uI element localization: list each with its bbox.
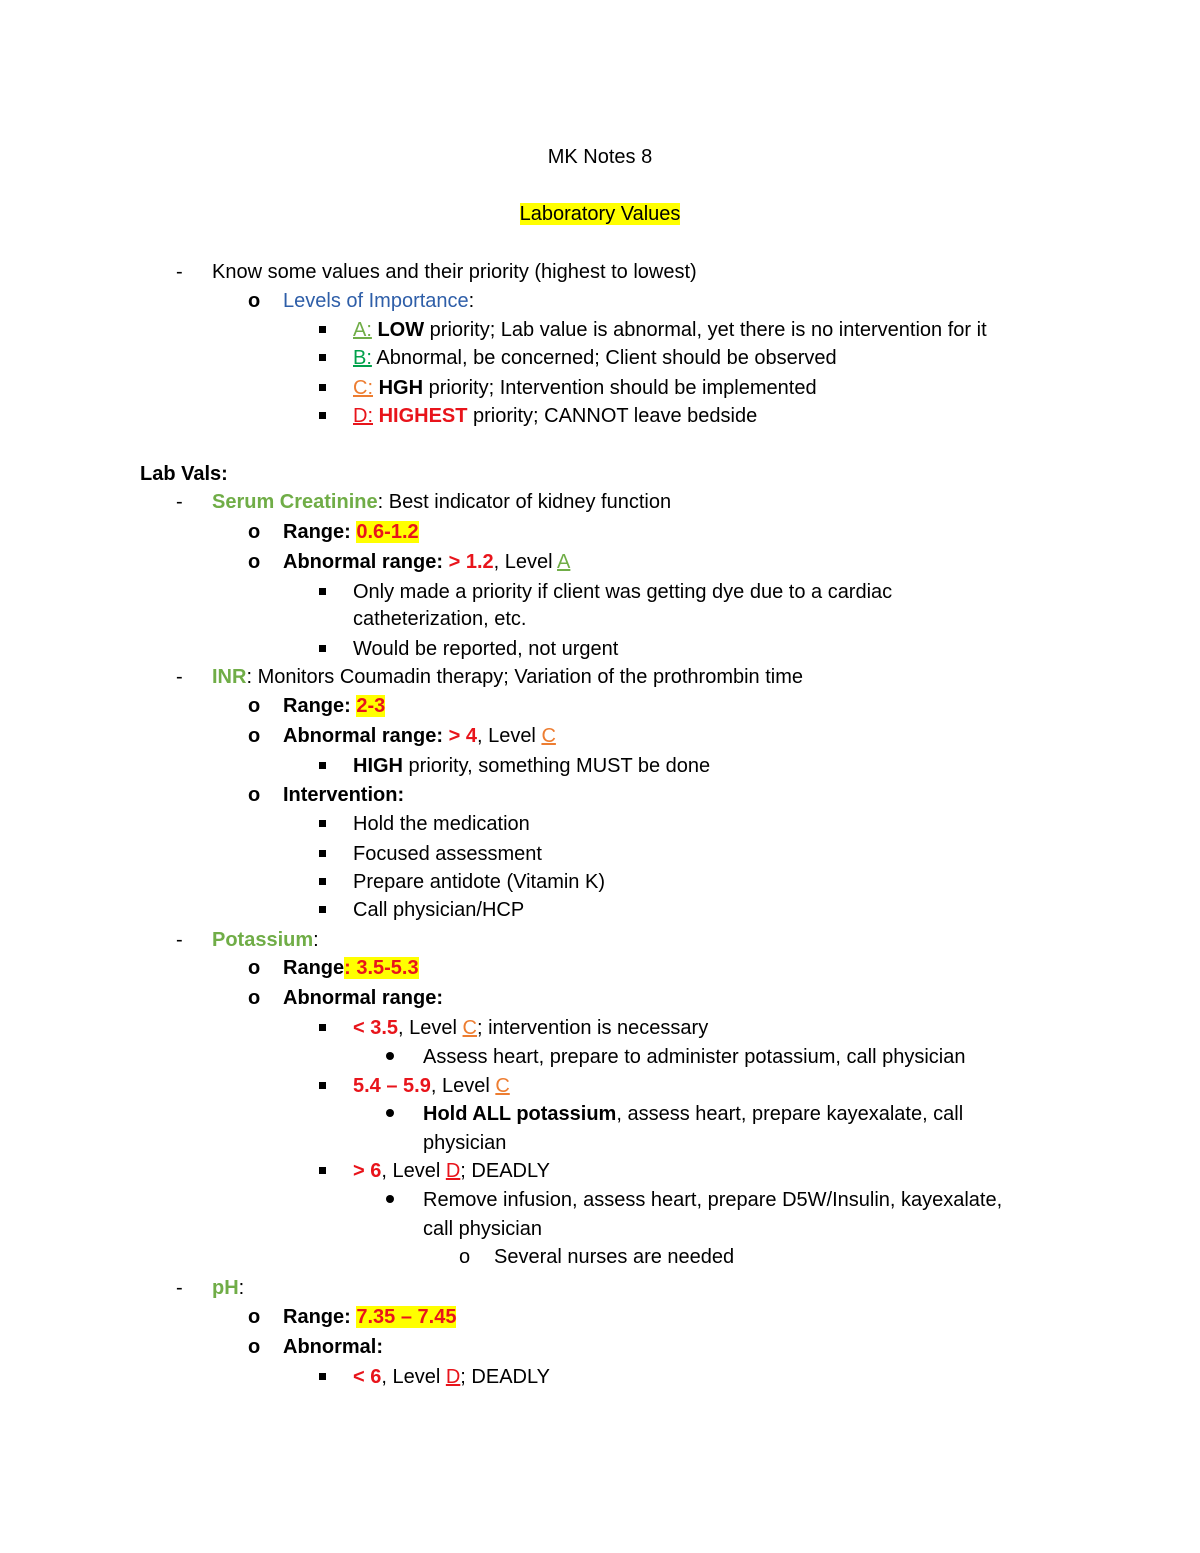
potassium-mid-action: Hold ALL potassium, assess heart, prepare kayexalate, call: [423, 1103, 964, 1125]
round-bullet: [386, 1109, 394, 1117]
square-bullet: [319, 412, 326, 419]
o-bullet: o: [248, 957, 261, 979]
creatinine-note-2: Would be reported, not urgent: [353, 638, 619, 660]
o-bullet: o: [248, 521, 261, 543]
intro-text: Know some values and their priority (highest to lowest): [212, 261, 697, 283]
ph-range: Range: 7.35 – 7.45: [283, 1306, 457, 1328]
page-title: MK Notes 8: [547, 146, 653, 168]
inr-range: Range: 2-3: [283, 695, 386, 717]
potassium-low-action: Assess heart, prepare to administer potassium, call physician: [423, 1046, 966, 1068]
creatinine-note-1a: Only made a priority if client was getting dye due to a cardiac: [353, 581, 893, 603]
round-bullet: [386, 1052, 394, 1060]
potassium-low: < 3.5, Level C; intervention is necessary: [353, 1017, 709, 1039]
inr-high-priority: HIGH priority, something MUST be done: [353, 755, 711, 777]
square-bullet: [319, 645, 326, 652]
dash-bullet: -: [176, 491, 183, 513]
lab-vals-heading: Lab Vals:: [140, 463, 228, 485]
dash-bullet: -: [176, 261, 183, 283]
creatinine-range: Range: 0.6-1.2: [283, 521, 419, 543]
level-c: C: HGH priority; Intervention should be implemented: [353, 377, 817, 399]
potassium-high: > 6, Level D; DEADLY: [353, 1160, 550, 1182]
dash-bullet: -: [176, 929, 183, 951]
level-b: B: Abnormal, be concerned; Client should be observed: [353, 347, 837, 369]
level-a: A: LOW priority; Lab value is abnormal, yet there is no intervention for it: [353, 319, 987, 341]
potassium-mid: 5.4 – 5.9, Level C: [353, 1075, 510, 1097]
square-bullet: [319, 326, 326, 333]
o-bullet: o: [248, 290, 261, 312]
ph-abnormal-label: Abnormal:: [283, 1336, 383, 1358]
creatinine-abnormal: Abnormal range: > 1.2, Level A: [283, 551, 571, 573]
square-bullet: [319, 1167, 326, 1174]
round-bullet: [386, 1195, 394, 1203]
inr-intervention-1: Hold the medication: [353, 813, 530, 835]
o-bullet: o: [248, 551, 261, 573]
o-bullet: o: [248, 987, 261, 1009]
inr-intervention-label: Intervention:: [283, 784, 405, 806]
potassium-heading: Potassium:: [212, 929, 319, 951]
creatinine-note-1b: catheterization, etc.: [353, 608, 527, 630]
square-bullet: [319, 1082, 326, 1089]
ph-heading: pH:: [212, 1277, 245, 1299]
o-bullet: o: [248, 784, 261, 806]
potassium-abnormal-label: Abnormal range:: [283, 987, 444, 1009]
o-bullet: o: [248, 1336, 261, 1358]
potassium-high-sub: Several nurses are needed: [494, 1246, 735, 1268]
square-bullet: [319, 906, 326, 913]
o-bullet: o: [459, 1246, 471, 1268]
inr-intervention-4: Call physician/HCP: [353, 899, 525, 921]
square-bullet: [319, 384, 326, 391]
creatinine-heading: Serum Creatinine: Best indicator of kidney function: [212, 491, 672, 513]
inr-intervention-3: Prepare antidote (Vitamin K): [353, 871, 605, 893]
page-subtitle: Laboratory Values: [519, 203, 681, 225]
dash-bullet: -: [176, 666, 183, 688]
square-bullet: [319, 354, 326, 361]
ph-low: < 6, Level D; DEADLY: [353, 1366, 550, 1388]
square-bullet: [319, 820, 326, 827]
potassium-high-action: Remove infusion, assess heart, prepare D5W/Insulin, kayexalate,: [423, 1189, 1003, 1211]
dash-bullet: -: [176, 1277, 183, 1299]
levels-heading: Levels of Importance:: [283, 290, 475, 312]
o-bullet: o: [248, 725, 261, 747]
inr-abnormal: Abnormal range: > 4, Level C: [283, 725, 556, 747]
inr-heading: INR: Monitors Coumadin therapy; Variation of the prothrombin time: [212, 666, 804, 688]
o-bullet: o: [248, 695, 261, 717]
potassium-mid-action-b: physician: [423, 1132, 507, 1154]
level-d: D: HIGHEST priority; CANNOT leave bedside: [353, 405, 758, 427]
o-bullet: o: [248, 1306, 261, 1328]
square-bullet: [319, 588, 326, 595]
square-bullet: [319, 850, 326, 857]
square-bullet: [319, 1373, 326, 1380]
square-bullet: [319, 762, 326, 769]
square-bullet: [319, 878, 326, 885]
potassium-high-action-b: call physician: [423, 1218, 542, 1240]
inr-intervention-2: Focused assessment: [353, 843, 542, 865]
square-bullet: [319, 1024, 326, 1031]
potassium-range: Range: 3.5-5.3: [283, 957, 419, 979]
